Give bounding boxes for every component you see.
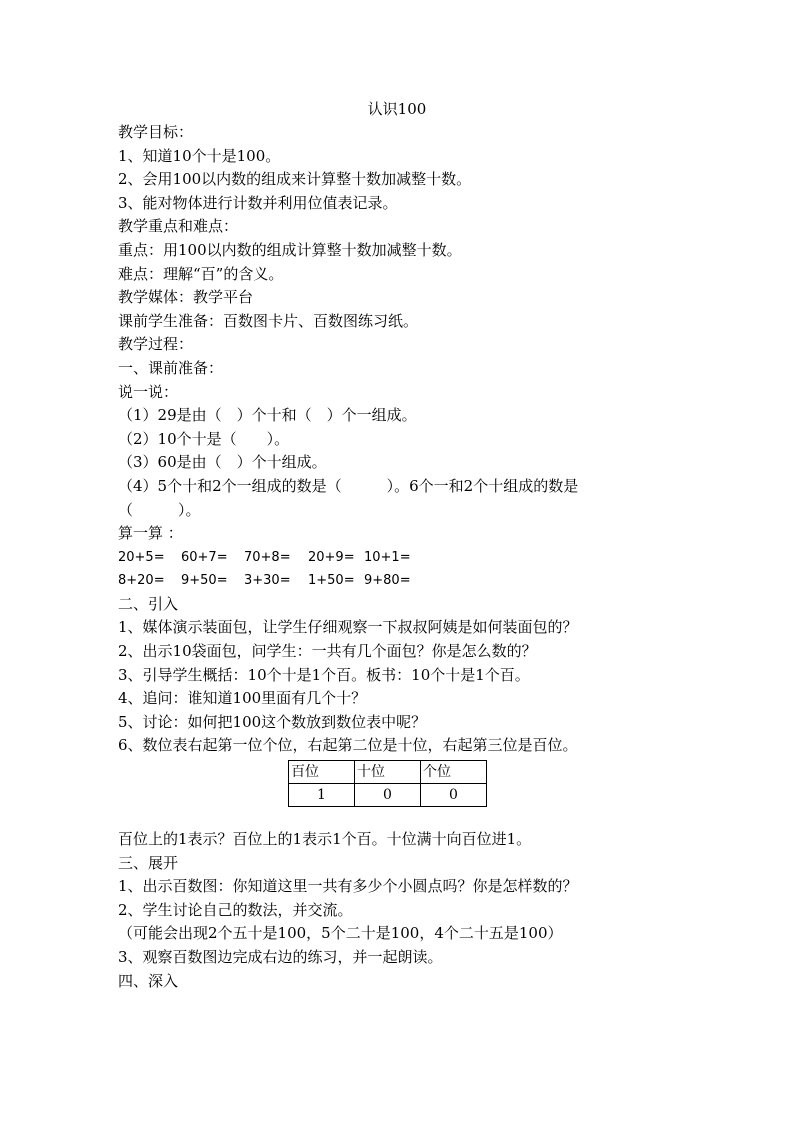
text-line: 2、会用100以内数的组成来计算整十数加减整十数。 — [118, 170, 472, 189]
table-header-cell: 百位 — [289, 761, 355, 784]
text-line: 4、追问：谁知道100里面有几个十？ — [118, 689, 367, 708]
document-body — [118, 121, 638, 993]
text-line: 3、能对物体进行计数并利用位值表记录。 — [118, 193, 398, 212]
text-line: 1、知道10个十是100。 — [118, 146, 281, 165]
calc-item: 1+50= — [308, 573, 355, 589]
text-line: （1）29是由（ ）个十和（ ）个一组成。 — [118, 406, 417, 425]
text-line: 三、展开 — [118, 853, 179, 872]
calc-row — [118, 569, 638, 593]
text-line: （2）10个十是（ ）。 — [118, 429, 290, 448]
calc-item: 70+8= — [244, 549, 291, 565]
section-objectives — [118, 121, 638, 546]
calc-item: 8+20= — [118, 573, 165, 589]
section-expansion — [118, 828, 638, 993]
table-cell: 0 — [421, 784, 487, 807]
text-line: 教学目标： — [118, 123, 194, 141]
text-line: 教学媒体：教学平台 — [118, 288, 254, 307]
calc-item: 20+5= — [118, 549, 165, 565]
text-line: 教学过程： — [118, 335, 194, 354]
text-line: 3、观察百数图边完成右边的练习，并一起朗读。 — [118, 948, 443, 966]
text-line: 3、引导学生概括：10个十是1个百。板书：10个十是1个百。 — [118, 665, 530, 684]
place-value-table-wrap — [118, 758, 638, 814]
text-line: （可能会出现2个五十是100，5个二十是100，4个二十五是100） — [118, 924, 563, 943]
table-header-cell: 个位 — [421, 761, 487, 784]
text-line: （4）5个十和2个一组成的数是（ ）。6个一和2个十组成的数是 — [118, 476, 579, 495]
calc-item: 20+9= — [308, 549, 355, 565]
spacer — [118, 814, 638, 828]
text-line: 2、学生讨论自己的数法，并交流。 — [118, 900, 353, 919]
calc-item: 60+7= — [181, 549, 228, 565]
place-value-table — [288, 760, 487, 807]
calc-exercises — [118, 546, 638, 593]
text-line: 1、媒体演示装面包，让学生仔细观察一下叔叔阿姨是如何装面包的？ — [118, 618, 578, 637]
text-line: 难点：理解“百”的含义。 — [118, 264, 284, 283]
text-line: 1、出示百数图：你知道这里一共有多少个小圆点吗？你是怎样数的？ — [118, 877, 578, 896]
text-line: （ ）。 — [118, 500, 201, 519]
text-line: 5、讨论：如何把100这个数放到数位表中呢？ — [118, 712, 427, 731]
calc-item: 10+1= — [364, 549, 411, 565]
text-line: 说一说： — [118, 382, 179, 401]
table-row — [289, 784, 487, 807]
text-line: 课前学生准备：百数图卡片、百数图练习纸。 — [118, 311, 419, 330]
text-line: 重点：用100以内数的组成计算整十数加减整十数。 — [118, 240, 462, 259]
text-line: 百位上的1表示？百位上的1表示1个百。十位满十向百位进1。 — [118, 830, 532, 849]
calc-row — [118, 546, 638, 570]
text-line: 二、引入 — [118, 594, 179, 613]
section-introduction — [118, 593, 638, 758]
calc-item: 9+50= — [181, 573, 228, 589]
text-line: 算一算 ： — [118, 524, 183, 543]
text-line: 教学重点和难点： — [118, 217, 239, 236]
table-header-row — [289, 761, 487, 784]
table-header-cell: 十位 — [355, 761, 421, 784]
calc-item: 3+30= — [244, 573, 291, 589]
text-line: 一、课前准备： — [118, 358, 224, 377]
text-line: 2、出示10袋面包，问学生：一共有几个面包？你是怎么数的？ — [118, 642, 537, 661]
text-line: 6、数位表右起第一位个位，右起第二位是十位，右起第三位是百位。 — [118, 736, 578, 755]
calc-item: 9+80= — [364, 573, 411, 589]
table-cell: 0 — [355, 784, 421, 807]
text-line: （3）60是由（ ）个十组成。 — [118, 453, 327, 472]
text-line: 四、深入 — [118, 971, 179, 990]
page-title: 认识100 — [367, 100, 427, 118]
table-cell: 1 — [289, 784, 355, 807]
